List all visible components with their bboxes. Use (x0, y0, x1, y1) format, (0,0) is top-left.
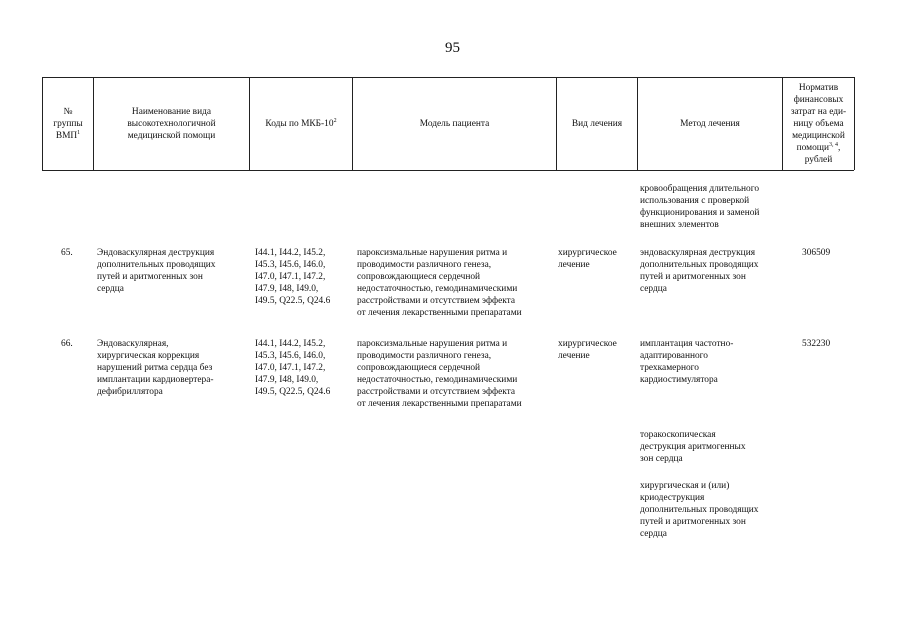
patient-model: пароксизмальные нарушения ритма и проводимости различного генеза, сопровождающиеся сердечной недостаточностью, гемодинамическими расстройствами и отсутствием эффекта от лечения лекарственными препаратами (357, 339, 522, 410)
treatment-method: торакоскопическая деструкция аритмогенных зон сердца (640, 430, 746, 465)
cost-norm: 306509 (802, 248, 831, 258)
care-type-name: Эндоваскулярная деструкция дополнительных проводящих путей и аритмогенных зон сердца (97, 248, 216, 295)
treatment-method: имплантация частотно- адаптированного трехкамерного кардиостимулятора (640, 339, 734, 386)
column-divider (854, 77, 855, 170)
icd-codes: I44.1, I44.2, I45.2, I45.3, I45.6, I46.0, I47.0, I47.1, I47.2, I47.9, I48, I49.0, I49.5, Q22.5, Q24.6 (255, 339, 331, 398)
icd-codes: I44.1, I44.2, I45.2, I45.3, I45.6, I46.0, I47.0, I47.1, I47.2, I47.9, I48, I49.0, I49.5, Q22.5, Q24.6 (255, 248, 331, 307)
row-number: 66. (61, 339, 73, 349)
header-treatment-type: Вид лечения (571, 118, 623, 129)
care-type-name: Эндоваскулярная, хирургическая коррекция нарушений ритма сердца без имплантации кардиовертера- дефибриллятора (97, 339, 214, 398)
treatment-type: хирургическое лечение (558, 248, 617, 271)
header-group-number: № группы ВМП$^1$ (53, 106, 83, 141)
cost-norm: 532230 (802, 339, 831, 349)
page-number: 95 (445, 40, 460, 56)
header-bottom-rule (42, 170, 854, 171)
patient-model: пароксизмальные нарушения ритма и проводимости различного генеза, сопровождающиеся сердечной недостаточностью, гемодинамическими расстройствами и отсутствием эффекта от лечения лекарственными препаратами (357, 248, 522, 319)
treatment-type: хирургическое лечение (558, 339, 617, 362)
header-treatment-method: Метод лечения (680, 118, 740, 129)
header-patient-model: Модель пациента (419, 118, 490, 129)
header-care-type-name: Наименование вида высокотехнологичной медицинской помощи (127, 106, 216, 141)
header-icd-codes: Коды по МКБ-$10^2$ (265, 117, 337, 129)
continuation-method: кровообращения длительного использования с проверкой функционирования и заменой внешних элементов (640, 184, 760, 231)
row-number: 65. (61, 248, 73, 258)
treatment-method: хирургическая и (или) криодеструкция дополнительных проводящих путей и аритмогенных зон сердца (640, 481, 759, 540)
header-cost-norm: Норматив финансовых затрат на еди- ницу объема медицинской помощи$^{3, 4}$, рублей (790, 82, 847, 165)
treatment-method: эндоваскулярная деструкция дополнительных проводящих путей и аритмогенных зон сердца (640, 248, 759, 295)
